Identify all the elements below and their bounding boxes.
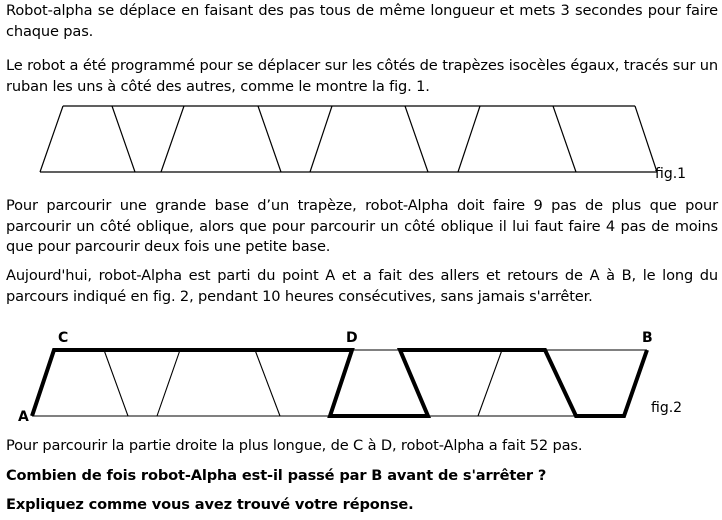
point-label-b: B <box>642 330 653 346</box>
point-label-c: C <box>58 330 69 346</box>
fig1-label: fig.1 <box>655 166 687 182</box>
point-label-a: A <box>18 409 29 425</box>
point-label-d: D <box>346 330 358 346</box>
explain-paragraph: Expliquez comme vous avez trouvé votre réponse. <box>6 496 414 513</box>
rules-paragraph: Pour parcourir une grande base d’un trapèze, robot-Alpha doit faire 9 pas de plus que pour parcourir un côté oblique, alors que pour parcourir un côté oblique il lui faut faire 4 pas de moins que pour parcourir deux fois une petite base. <box>6 197 718 255</box>
given-paragraph: Pour parcourir la partie droite la plus longue, de C à D, robot-Alpha a fait 52 pas. <box>6 437 583 454</box>
question-paragraph: Combien de fois robot-Alpha est-il passé par B avant de s'arrêter ? <box>6 467 547 484</box>
fig1-lines <box>40 106 657 172</box>
setup-paragraph: Le robot a été programmé pour se déplacer sur les côtés de trapèzes isocèles égaux, tracés sur un ruban les uns à côté des autres, comme le montre la fig. 1. <box>6 57 718 95</box>
journey-paragraph: Aujourd'hui, robot-Alpha est parti du point A et a fait des allers et retours de A à B, le long du parcours indiqué en fig. 2, pendant 10 heures consécutives, sans jamais s'arrêter. <box>6 267 718 305</box>
intro-paragraph: Robot-alpha se déplace en faisant des pas tous de même longueur et mets 3 secondes pour faire chaque pas. <box>6 2 718 40</box>
fig2-label: fig.2 <box>651 400 683 416</box>
